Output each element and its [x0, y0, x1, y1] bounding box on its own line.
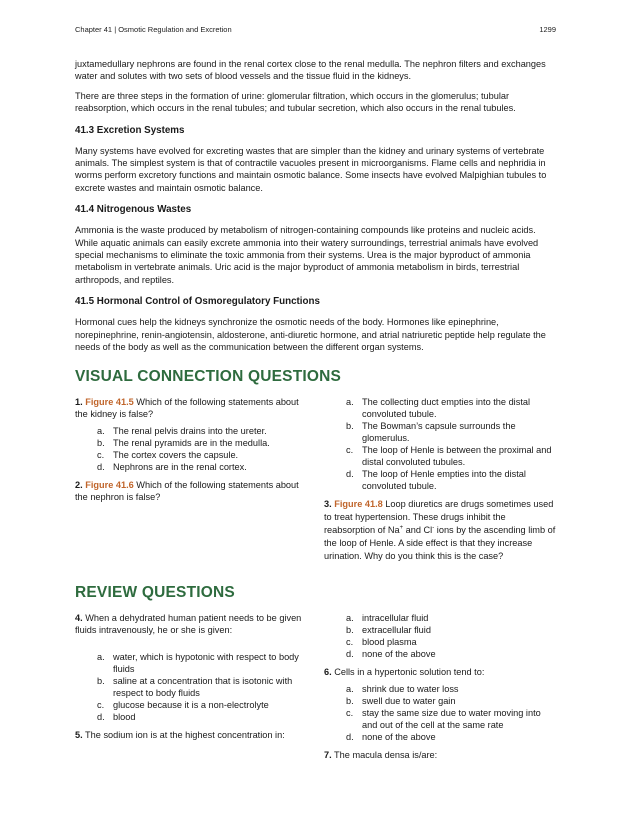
- section-heading-excretion-systems: 41.3 Excretion Systems: [75, 124, 185, 136]
- section-heading-nitrogenous-wastes: 41.4 Nitrogenous Wastes: [75, 204, 192, 216]
- question-2-option-a: a. The collecting duct empties into the distal convoluted tubule.: [346, 396, 531, 419]
- review-questions-heading: REVIEW QUESTIONS: [75, 583, 235, 601]
- figure-41-8-link[interactable]: Figure 41.8: [334, 498, 383, 509]
- question-1-option-b: b. The renal pyramids are in the medulla.: [97, 437, 270, 448]
- question-7: [324, 749, 556, 761]
- question-1-number: 1.: [75, 396, 83, 407]
- question-2-number: 2.: [75, 479, 83, 490]
- intro-paragraph-2: There are three steps in the formation of urine: glomerular filtration, which occurs in the glomerulus; tubular reabsorption, which occurs in the renal tubules; and tubular secretion, which also occurs in the renal tubules.: [75, 90, 516, 114]
- review-questions-columns: [75, 612, 556, 766]
- question-5-option-d: d. none of the above: [346, 648, 436, 659]
- question-5-text: The sodium ion is at the highest concentration in:: [82, 729, 285, 740]
- question-6-option-a: a. shrink due to water loss: [346, 683, 459, 694]
- question-1-text: Which of the following statements about the kidney is false?: [75, 396, 299, 419]
- review-right-column: [324, 612, 556, 766]
- section-text-nitrogenous-wastes: Ammonia is the waste produced by metabolism of nitrogen-containing compounds like proteins and nucleic acids. While aquatic animals can easily excrete ammonia into their watery surroundings, terrestrial animals have evolved special mechanisms to eliminate the toxic ammonia from their systems. Urea is the major byproduct of ammonia metabolism in vertebrate animals. Uric acid is the major byproduct of ammonia metabolism in birds, terrestrial arthropods, and reptiles.: [75, 225, 539, 285]
- question-1-option-a: a. The renal pelvis drains into the ureter.: [97, 425, 267, 436]
- question-4-text: When a dehydrated human patient needs to be given fluids intravenously, he or she is given:: [75, 612, 302, 635]
- question-2-option-d: d. The loop of Henle empties into the distal convoluted tubule.: [346, 468, 526, 491]
- question-4-number: 4.: [75, 612, 83, 623]
- question-2-options: [324, 396, 556, 492]
- question-4: [75, 612, 307, 636]
- question-2-option-c: c. The loop of Henle is between the proximal and distal convoluted tubules.: [346, 444, 552, 467]
- question-5-number: 5.: [75, 729, 83, 740]
- question-2: [75, 479, 307, 503]
- question-4-options: [75, 651, 307, 723]
- visual-right-column: [324, 396, 556, 568]
- question-5-option-b: b. extracellular fluid: [346, 624, 431, 635]
- section-text-excretion-systems: Many systems have evolved for excreting wastes that are simpler than the kidney and urinary systems of vertebrate animals. The simplest system is that of contractile vacuoles present in microorganisms. Flame cells and nephridia in worms perform excretory functions and maintain osmotic balance. Some insects have evolved Malpighian tubules to excrete wastes and maintain osmotic balance.: [75, 145, 547, 193]
- question-3: 3. Figure 41.8 Loop diuretics are drugs sometimes used to treat hypertension. These drugs inhibit the reabsorption of Na+ and Cl- ions by the ascending limb of the loop of Henle. A side effect is that they increase urination. Why do you think this is the case?: [324, 498, 556, 561]
- section-text-hormonal-control: Hormonal cues help the kidneys synchronize the osmotic needs of the body. Hormones like epinephrine, norepinephrine, renin-angiotensin, aldosterone, anti-diuretic hormone, and atrial natriuretic peptide help regulate the needs of the body as well as the communication between the different organ systems.: [75, 317, 546, 353]
- question-6-number: 6.: [324, 666, 332, 677]
- question-1-option-c: c. The cortex covers the capsule.: [97, 449, 239, 460]
- question-6-options: [324, 683, 556, 743]
- page-number: 1299: [539, 25, 556, 34]
- page-content: [75, 58, 556, 766]
- question-2-option-b: b. The Bowman’s capsule surrounds the glomerulus.: [346, 420, 516, 443]
- intro-paragraph-1: juxtamedullary nephrons are found in the renal cortex close to the renal medulla. The nephron filters and exchanges water and solutes with two sets of blood vessels and the tissue fluid in the kidneys.: [75, 59, 546, 82]
- question-6-option-c: c. stay the same size due to water moving into and out of the cell at the same rate: [346, 707, 541, 730]
- question-4-option-b: b. saline at a concentration that is isotonic with respect to body fluids: [97, 675, 293, 698]
- page-header: [75, 25, 556, 39]
- question-2-text: Which of the following statements about the nephron is false?: [75, 479, 299, 502]
- question-7-number: 7.: [324, 749, 332, 760]
- review-left-column: [75, 612, 307, 766]
- section-heading-hormonal-control: 41.5 Hormonal Control of Osmoregulatory Functions: [75, 296, 320, 308]
- chapter-title: Chapter 41 | Osmotic Regulation and Excretion: [75, 25, 232, 34]
- question-6-option-b: b. swell due to water gain: [346, 695, 456, 706]
- visual-questions-columns: [75, 396, 556, 568]
- question-1-option-d: d. Nephrons are in the renal cortex.: [97, 461, 247, 472]
- question-7-text: The macula densa is/are:: [331, 749, 438, 760]
- visual-connection-heading: VISUAL CONNECTION QUESTIONS: [75, 367, 342, 385]
- question-5-option-c: c. blood plasma: [346, 636, 417, 647]
- question-1: [75, 396, 307, 420]
- question-6-option-d: d. none of the above: [346, 731, 436, 742]
- figure-41-5-link[interactable]: Figure 41.5: [85, 396, 134, 407]
- question-4-option-d: d. blood: [97, 711, 136, 722]
- question-1-options: [75, 425, 307, 473]
- question-5-options: [324, 612, 556, 660]
- question-4-option-a: a. water, which is hypotonic with respect to body fluids: [97, 651, 299, 674]
- question-6: [324, 666, 556, 678]
- question-3-number: 3.: [324, 498, 332, 509]
- question-4-option-c: c. glucose because it is a non-electrolyte: [97, 699, 269, 710]
- question-6-text: Cells in a hypertonic solution tend to:: [331, 666, 485, 677]
- question-5-option-a: a. intracellular fluid: [346, 612, 429, 623]
- figure-41-6-link[interactable]: Figure 41.6: [85, 479, 134, 490]
- question-5: [75, 729, 307, 741]
- visual-left-column: [75, 396, 307, 568]
